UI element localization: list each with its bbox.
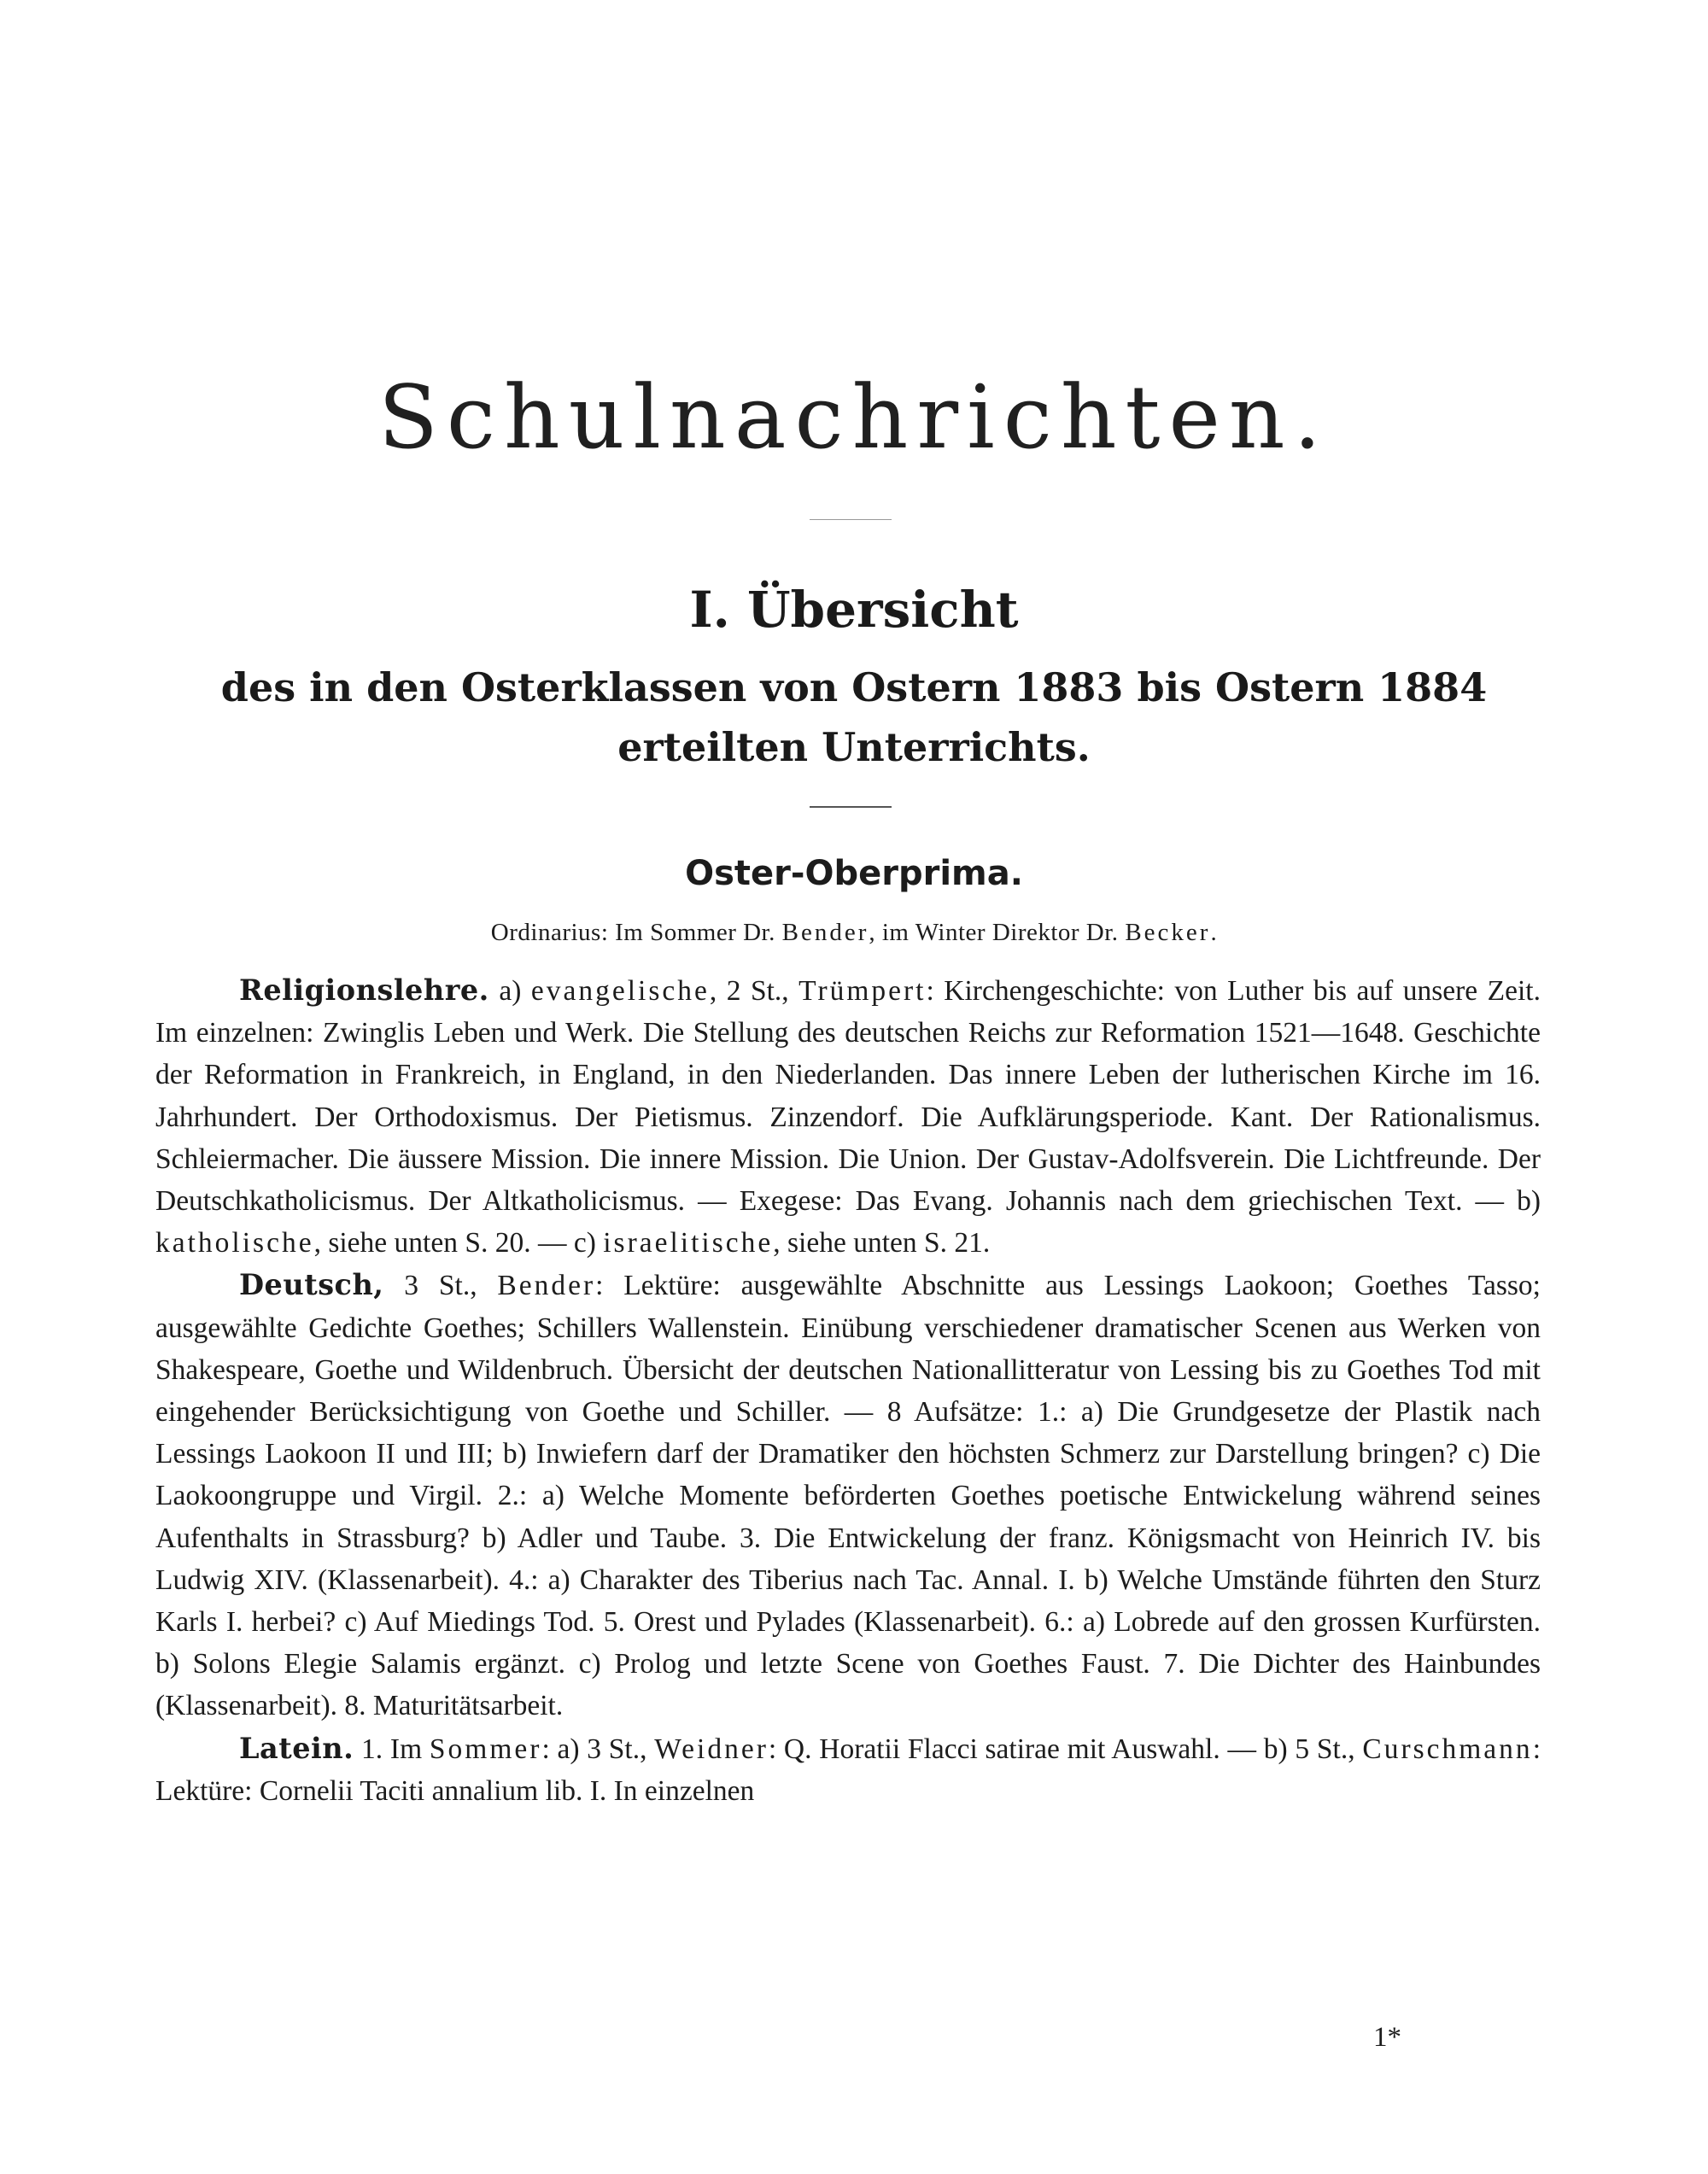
ordinarius-middle: , im Winter Direktor Dr. xyxy=(869,919,1126,946)
section-title: I. Übersicht xyxy=(689,581,1019,639)
latein-season: Sommer xyxy=(429,1733,542,1765)
body-text xyxy=(155,969,1541,1812)
religion-b-text: , siehe unten S. 20. — c) xyxy=(313,1227,604,1259)
religion-a-prefix: a) xyxy=(488,975,531,1007)
subject-religion-label: Religionslehre. xyxy=(239,973,489,1007)
latein-text1: 1. Im xyxy=(354,1733,430,1765)
paragraph-deutsch xyxy=(155,1264,1541,1727)
ordinarius-suffix: . xyxy=(1210,919,1218,946)
latein-text2: : a) 3 St., xyxy=(541,1733,655,1765)
ordinarius-prefix: Ordinarius: Im Sommer Dr. xyxy=(490,919,782,946)
religion-a-text: : Kirchengeschichte: von Luther bis auf unsere Zeit. Im einzelnen: Zwinglis Leben und Werk. Die Stellung des deutschen Reichs zur Reformation 1521—1648. Geschichte der Reformation in Frankreich, in England, in den Niederlanden. Das innere Leben der lutherischen Kirche im 16. Jahrhundert. Der Orthodoxismus. Der Pietismus. Zinzendorf. Die Aufklärungsperiode. Kant. Der Rationalismus. Schleiermacher. Die äussere Mission. Die innere Mission. Die Union. Der Gustav-Adolfsverein. Die Lichtfreunde. Der Deutschkatholicismus. Der Altkatholicismus. — Exegese: Das Evang. Johannis nach dem griechischen Text. — b) xyxy=(155,975,1541,1218)
religion-b-label: katholische xyxy=(155,1227,314,1259)
summer-teacher: Bender xyxy=(781,919,869,946)
title-divider xyxy=(810,519,892,520)
section-subtitle-line2: erteilten Unterrichts. xyxy=(617,724,1091,770)
page-number: 1* xyxy=(1373,2022,1401,2053)
religion-c-text: , siehe unten S. 21. xyxy=(773,1227,991,1259)
section-subtitle-line1: des in den Osterklassen von Ostern 1883 bis Ostern 1884 xyxy=(220,664,1488,710)
paragraph-religion xyxy=(155,969,1541,1264)
deutsch-hours: 3 St., xyxy=(383,1270,498,1302)
religion-teacher: Trümpert xyxy=(798,975,927,1007)
religion-a-hours: , 2 St., xyxy=(709,975,799,1007)
section-divider xyxy=(810,806,892,808)
class-title: Oster-Oberprima. xyxy=(685,854,1023,893)
latein-teacher2: Curschmann xyxy=(1362,1733,1533,1765)
ordinarius-line xyxy=(0,919,1708,947)
subject-latein-label: Latein. xyxy=(239,1731,354,1765)
deutsch-teacher: Bender xyxy=(497,1270,596,1302)
page-title: Schulnachrichten. xyxy=(378,367,1330,469)
latein-teacher1: Weidner xyxy=(654,1733,769,1765)
religion-c-label: israelitische xyxy=(603,1227,774,1259)
winter-teacher: Becker xyxy=(1125,919,1211,946)
paragraph-latein xyxy=(155,1727,1541,1812)
subject-deutsch-label: Deutsch, xyxy=(239,1268,384,1302)
religion-a-label: evangelische xyxy=(530,975,710,1007)
latein-text3: : Q. Horatii Flacci satirae mit Auswahl. — b) 5 St., xyxy=(768,1733,1363,1765)
latein-text4: : Lektüre: Cornelii Taciti annalium lib. I. In einzelnen xyxy=(155,1733,1541,1807)
deutsch-text: : Lektüre: ausgewählte Abschnitte aus Lessings Laokoon; Goethes Tasso; ausgewählte Gedichte Goethes; Schillers Wallenstein. Einübung verschiedener dramatischer Scenen aus Werken von Shakespeare, Goethe und Wildenbruch. Übersicht der deutschen Nationallitteratur von Lessing bis zu Goethes Tod mit eingehender Berücksichtigung von Goethe und Schiller. — 8 Aufsätze: 1.: a) Die Grundgesetze der Plastik nach Lessings Laokoon II und III; b) Inwiefern darf der Dramatiker den höchsten Schmerz zur Darstellung bringen? c) Die Laokoongruppe und Virgil. 2.: a) Welche Momente beförderten Goethes poetische Entwickelung während seines Aufenthalts in Strassburg? b) Adler und Taube. 3. Die Entwickelung der franz. Königsmacht von Heinrich IV. bis Ludwig XIV. (Klassenarbeit). 4.: a) Charakter des Tiberius nach Tac. Annal. I. b) Welche Umstände führten den Sturz Karls I. herbei? c) Auf Miedings Tod. 5. Orest und Pylades (Klassenarbeit). 6.: a) Lobrede auf den grossen Kurfürsten. b) Solons Elegie Salamis ergänzt. c) Prolog und letzte Scene von Goethes Faust. 7. Die Dichter des Hainbundes (Klassenarbeit). 8. Maturitätsarbeit. xyxy=(155,1270,1541,1722)
